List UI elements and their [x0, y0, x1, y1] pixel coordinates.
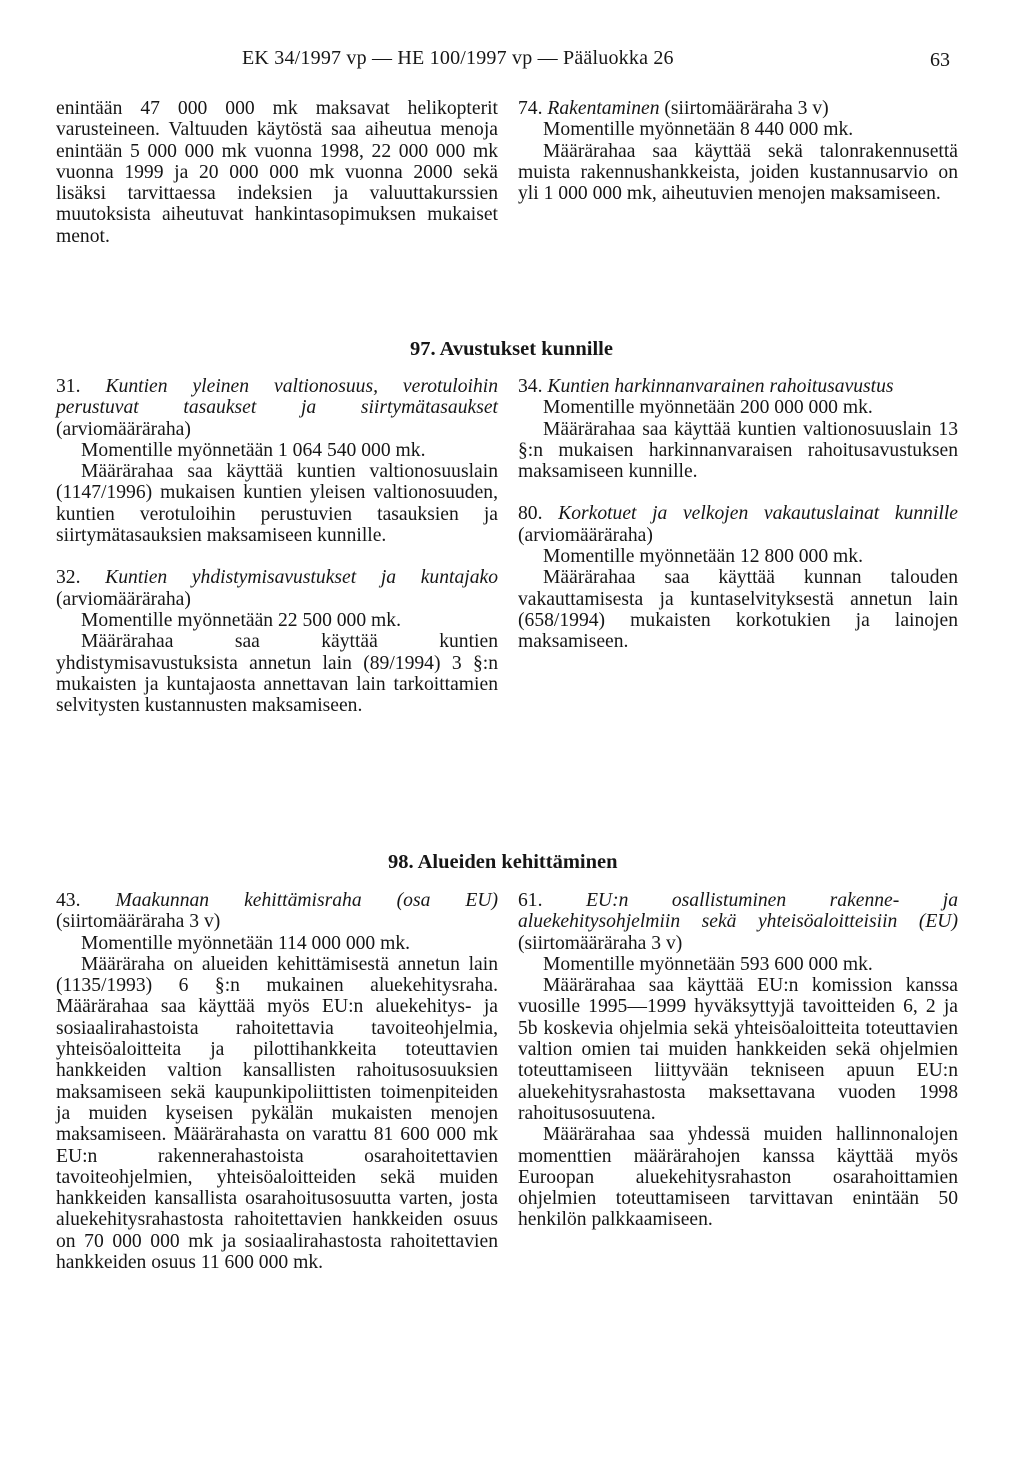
- item-32-amount: Momentille myönnetään 22 500 000 mk.: [81, 609, 401, 631]
- item-74-text: Määrärahaa saa käyttää sekä talonrakennusettä muista rakennushankkeista, joiden kustannusarvio on yli 1 000 000 mk, aiheutuvien menojen maksamiseen.: [518, 140, 958, 205]
- item-80-number: 80.: [518, 503, 543, 525]
- section-98-heading: 98. Alueiden kehittäminen: [388, 851, 618, 873]
- item-80-title: Korkotuet ja velkojen vakautuslainat kunnille: [558, 503, 958, 525]
- item-32-text: Määrärahaa saa käyttää kuntien yhdistymisavustuksista annetun lain (89/1994) 3 §:n mukaisten ja kuntajaosta annettavan lain tarkoittamien selvitysten kustannusten maksamiseen.: [56, 631, 498, 717]
- item-74-heading: [518, 98, 958, 119]
- item-31-title: Kuntien yleinen valtionosuus, verotuloihin perustuvat tasaukset ja siirtymätasaukset: [56, 376, 498, 419]
- item-43-title: Maakunnan kehittämisraha (osa EU): [115, 890, 499, 911]
- item-43-amount: Momentille myönnetään 114 000 000 mk.: [81, 932, 411, 954]
- continuation-paragraph: enintään 47 000 000 mk maksavat helikopterit varusteineen. Valtuuden käytöstä saa aiheutua menoja enintään 5 000 000 mk vuonna 1998, 22 000 000 mk vuonna 1999 ja 20 000 000 mk vuonna 2000 sekä lisäksi tarvittaessa indeksien ja valuuttakurssien muutoksista aiheutuvat hankintasopimuksen mukaiset menot.: [56, 98, 498, 247]
- item-74-number: 74.: [518, 98, 543, 119]
- item-43-type: (siirtomääräraha 3 v): [56, 911, 221, 933]
- header-title: EK 34/1997 vp — HE 100/1997 vp — Pääluokka 26: [242, 47, 674, 69]
- item-61-number: 61.: [518, 890, 543, 911]
- item-80-type: (arviomääräraha): [518, 524, 653, 546]
- item-32-title: Kuntien yhdistymisavustukset ja kuntajako: [105, 567, 498, 589]
- section-98-left-column: [56, 890, 498, 1273]
- item-61-heading: [518, 890, 958, 954]
- item-32-heading: [56, 567, 498, 610]
- item-34-number: 34.: [518, 376, 543, 397]
- item-43-number: 43.: [56, 890, 81, 911]
- item-74-title: Rakentaminen: [547, 98, 660, 119]
- item-31-amount: Momentille myönnetään 1 064 540 000 mk.: [81, 439, 426, 461]
- item-80-text: Määrärahaa saa käyttää kunnan talouden vakauttamisesta ja kuntaselvityksestä annetun lain (658/1994) mukaisten korkotukien ja lainojen maksamiseen.: [518, 567, 958, 653]
- item-74-type: (siirtomääräraha 3 v): [664, 98, 829, 119]
- page-number: 63: [930, 49, 950, 71]
- item-43-heading: [56, 890, 498, 933]
- item-34-amount: Momentille myönnetään 200 000 000 mk.: [543, 397, 873, 419]
- item-34-text: Määrärahaa saa käyttää kuntien valtionosuuslain 13 §:n mukaisen harkinnanvaraisen rahoitusavustuksen maksamiseen kunnille.: [518, 418, 958, 483]
- item-32-type: (arviomääräraha): [56, 588, 191, 610]
- item-31-text: Määrärahaa saa käyttää kuntien valtionosuuslain (1147/1996) mukaisen kuntien yleisen valtionosuuden, kuntien verotuloihin perustuvien tasauksien ja siirtymätasauksien maksamiseen kunnille.: [56, 461, 498, 547]
- item-74-amount: Momentille myönnetään 8 440 000 mk.: [543, 119, 854, 141]
- section-97-right-column: [518, 376, 958, 653]
- item-31-heading: [56, 376, 498, 440]
- item-31-type: (arviomääräraha): [56, 418, 191, 440]
- section-97-left-column: [56, 376, 498, 716]
- item-61-amount: Momentille myönnetään 593 600 000 mk.: [543, 953, 873, 975]
- item-43-text: Määräraha on alueiden kehittämisestä annetun lain (1135/1993) 6 §:n mukainen aluekehitysraha. Määrärahaa saa käyttää myös EU:n aluekehitys- ja sosiaalirahastoista rahoitettavia tavoiteohjelmia, yhteisöaloitteita ja pilottihankkeita toteuttavien hankkeiden valtion kansallisten rahoitusosuuksien maksamiseen sekä kaupunkipoliittisten toimenpiteiden ja muiden kyseisen pykälän mukaisten menojen maksamiseen. Määrärahasta on varattu 81 600 000 mk EU:n rakennerahastoista osarahoitettavien tavoiteohjelmien, yhteisöaloitteiden sekä muiden hankkeiden kansallista osarahoitusosuutta varten, josta aluekehitysrahastosta rahoitettavien hankkeiden osuus on 70 000 000 mk ja sosiaalirahastosta rahoitettavien hankkeiden osuus 11 600 000 mk.: [56, 953, 498, 1274]
- top-left-column: [56, 98, 498, 247]
- item-34-title: Kuntien harkinnanvarainen rahoitusavustus: [547, 376, 894, 397]
- top-right-column: [518, 98, 958, 204]
- item-80-amount: Momentille myönnetään 12 800 000 mk.: [543, 546, 863, 568]
- item-61-text-2: Määrärahaa saa yhdessä muiden hallinnonalojen momenttien määrärahojen kanssa käyttää myös Euroopan aluekehitysrahaston osarahoittamien ohjelmien toteuttamiseen tarvittavan enintään 50 henkilön palkkaamiseen.: [518, 1124, 958, 1231]
- section-97-heading: 97. Avustukset kunnille: [410, 338, 613, 360]
- item-80-heading: [518, 503, 958, 546]
- item-34-heading: [518, 376, 958, 397]
- item-61-title: EU:n osallistuminen rakenne- ja aluekehitysohjelmiin sekä yhteisöaloitteisiin (EU): [518, 890, 958, 933]
- item-31-number: 31.: [56, 376, 81, 397]
- section-98-right-column: [518, 890, 958, 1231]
- item-61-type: (siirtomääräraha 3 v): [518, 932, 683, 954]
- item-61-text-1: Määrärahaa saa käyttää EU:n komission kanssa vuosille 1995—1999 hyväksyttyjä tavoitteiden 6, 2 ja 5b koskevia ohjelmia sekä yhteisöaloitteita toteuttavien valtion omien tai muiden hankkeiden sekä ohjelmien toteuttamiseen liittyvään tekniseen apuun EU:n aluekehitysrahastosta maksettavana vuoden 1998 rahoitusosuutena.: [518, 975, 958, 1124]
- item-32-number: 32.: [56, 567, 81, 589]
